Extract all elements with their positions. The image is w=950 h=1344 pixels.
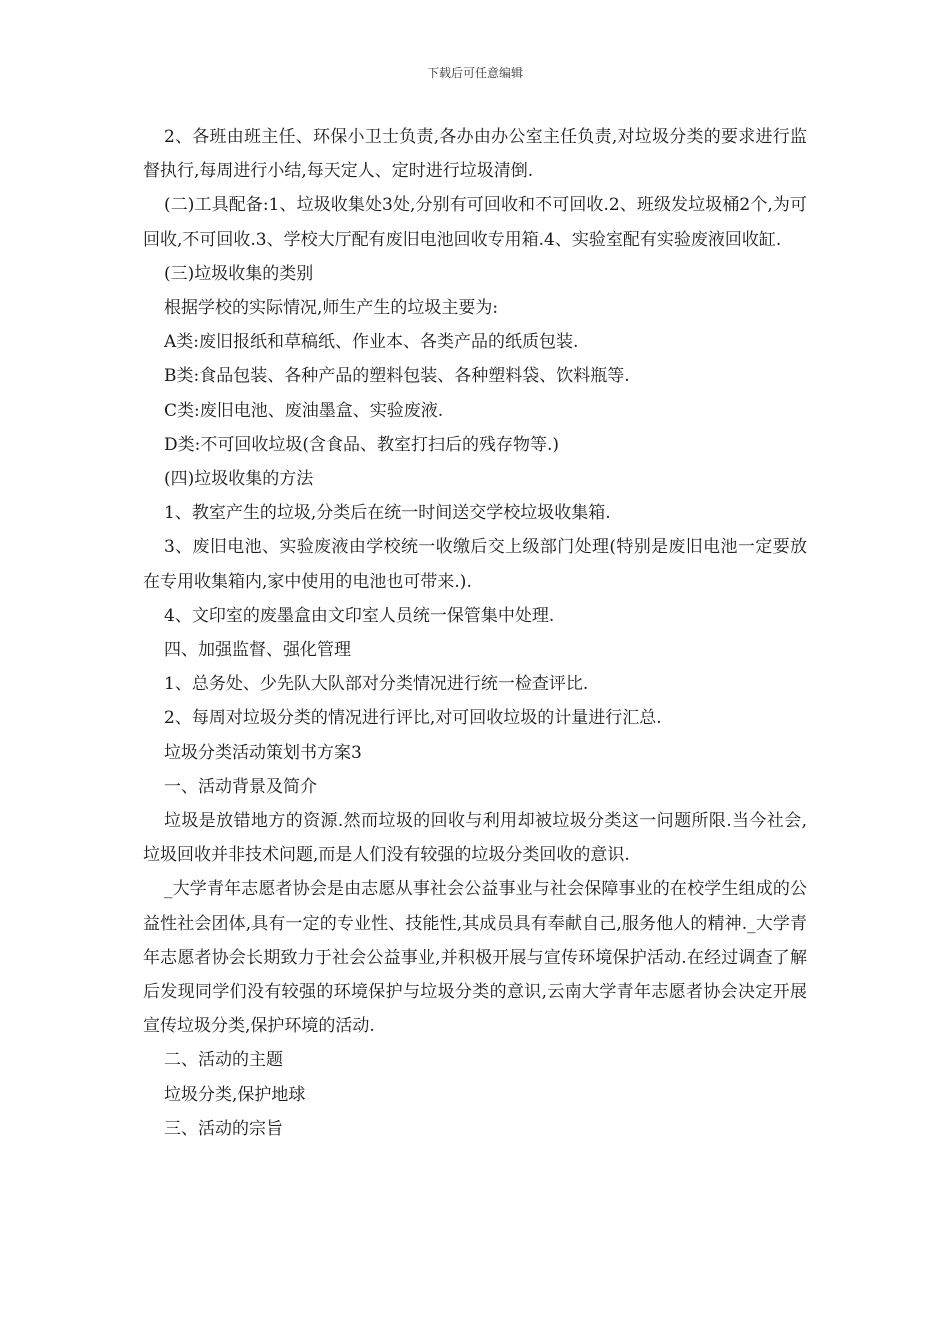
document-title: 垃圾分类活动策划书方案3 [164, 742, 362, 763]
section-heading: 三、活动的宗旨 [164, 1118, 283, 1139]
section-heading: 四、加强监督、强化管理 [164, 640, 351, 661]
paragraph: _大学青年志愿者协会是由志愿从事社会公益事业与社会保障事业的在校学生组成的公益性社会团体,具有一定的专业性、技能性,其成员具有奉献自己,服务他人的精神._大学青年志愿者协会长期致力于社会公益事业,并积极开展与宣传环境保护活动.在经过调查了解后发现同学们没有较强的环境保护与垃圾分类的意识,云南大学青年志愿者协会决定开展宣传垃圾分类,保护环境的活动. [143, 879, 807, 1037]
list-item: A类:废旧报纸和草稿纸、作业本、各类产品的纸质包装. [164, 332, 579, 353]
section-heading: (四)垃圾收集的方法 [164, 469, 314, 490]
page-header: 下载后可任意编辑 [426, 66, 523, 80]
section-heading: (三)垃圾收集的类别 [164, 263, 314, 284]
document-body [143, 120, 807, 1146]
paragraph: 根据学校的实际情况,师生产生的垃圾主要为: [164, 298, 499, 319]
paragraph: 垃圾是放错地方的资源.然而垃圾的回收与利用却被垃圾分类这一问题所限.当今社会,垃圾回收并非技术问题,而是人们没有较强的垃圾分类回收的意识. [143, 811, 807, 866]
list-item: 4、文印室的废墨盒由文印室人员统一保管集中处理. [164, 605, 555, 626]
list-item: 2、每周对垃圾分类的情况进行评比,对可回收垃圾的计量进行汇总. [164, 708, 662, 729]
list-item: B类:食品包装、各种产品的塑料包装、各种塑料袋、饮料瓶等. [164, 366, 630, 387]
paragraph: 垃圾分类,保护地球 [164, 1084, 306, 1105]
section-heading: 一、活动背景及简介 [164, 776, 317, 797]
list-item: 1、总务处、少先队大队部对分类情况进行统一检查评比. [164, 674, 589, 695]
section-heading: 二、活动的主题 [164, 1050, 283, 1071]
paragraph: 2、各班由班主任、环保小卫士负责,各办由办公室主任负责,对垃圾分类的要求进行监督执行,每周进行小结,每天定人、定时进行垃圾清倒. [143, 127, 807, 182]
list-item: 3、废旧电池、实验废液由学校统一收缴后交上级部门处理(特别是废旧电池一定要放在专用收集箱内,家中使用的电池也可带来.). [143, 537, 807, 592]
list-item: C类:废旧电池、废油墨盒、实验废液. [164, 400, 444, 421]
list-item: 1、教室产生的垃圾,分类后在统一时间送交学校垃圾收集箱. [164, 503, 611, 524]
paragraph: (二)工具配备:1、垃圾收集处3处,分别有可回收和不可回收.2、班级发垃圾桶2个,为可回收,不可回收.3、学校大厅配有废旧电池回收专用箱.4、实验室配有实验废液回收缸. [143, 195, 807, 250]
list-item: D类:不可回收垃圾(含食品、教室打扫后的残存物等.) [164, 434, 560, 455]
